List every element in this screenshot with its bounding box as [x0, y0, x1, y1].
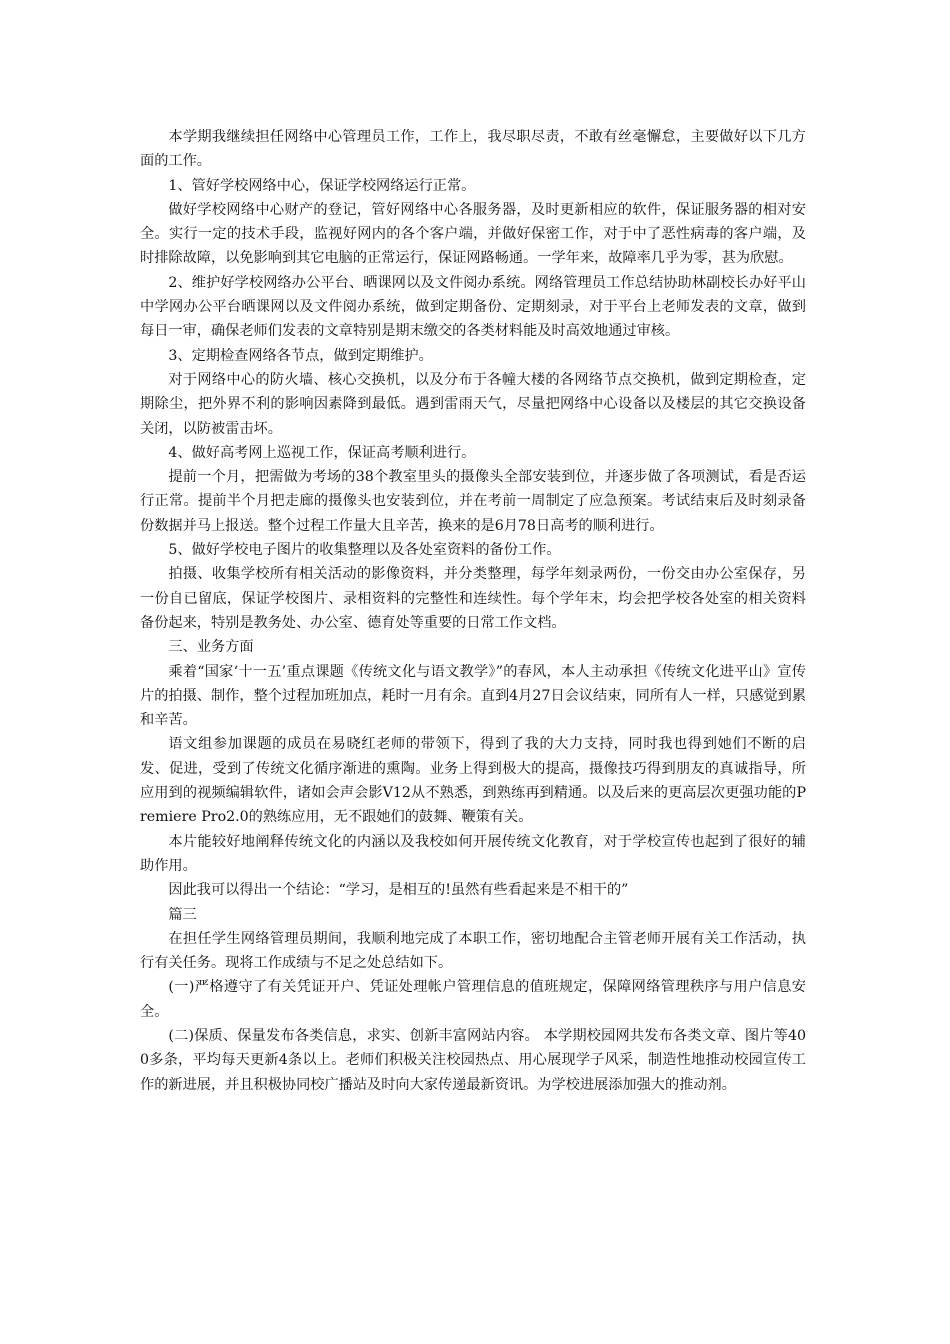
item-body-3: 对于网络中心的防火墙、核心交换机，以及分布于各幢大楼的各网络节点交换机，做到定期检查，定期除尘，把外界不利的影响因素降到最低。遇到雷雨天气，尽量把网络中心设备以及楼层的其它交换设备关闭，以防被雷击坏。 — [140, 371, 806, 437]
item-heading-3: 3、定期检查网络各节点，做到定期维护。 — [168, 347, 433, 364]
section-heading-business: 三、业务方面 — [168, 639, 254, 656]
item-2-paragraph: 2、维护好学校网络办公平台、晒课网以及文件阅办系统。网络管理员工作总结协助林副校长办好平山中学网办公平台晒课网以及文件阅办系统，做到定期备份、定期刻录，对于平台上老师发表的文章，做到每日一审，确保老师们发表的文章特别是期末缴交的各类材料能及时高效地通过审核。 — [140, 274, 806, 340]
item-body-5: 拍摄、收集学校所有相关活动的影像资料，并分类整理，每学年刻录两份，一份交由办公室保存，另一份自已留底，保证学校图片、录相资料的完整性和连续性。每个学年末，均会把学校各处室的相关资料备份起来，特别是教务处、办公室、德育处等重要的日常工作文档。 — [140, 566, 806, 631]
item-body-1: 做好学校网络中心财产的登记，管好网络中心各服务器，及时更新相应的软件，保证服务器的相对安全。实行一定的技术手段，监视好网内的各个客户端，并做好保密工作，对于中了恶性病毒的客户端，及时排除故障，以免影响到其它电脑的正常运行，保证网路畅通。一学年来，故障率几乎为零，甚为欣慰。 — [140, 201, 806, 267]
item-heading-1: 1、管好学校网络中心，保证学校网络运行正常。 — [168, 177, 476, 194]
intro-paragraph: 本学期我继续担任网络中心管理员工作，工作上，我尽职尽责，不敢有丝毫懈怠，主要做好以下几方面的工作。 — [140, 129, 806, 170]
chapter-3-point-2: (二)保质、保量发布各类信息，求实、创新丰富网站内容。 本学期校园网共发布各类文章、图片等400多条，平均每天更新4条以上。老师们积极关注校园热点、用心展现学子风采，制造性地推动校园宣传工作的新进展，并且积极协同校广播站及时向大家传递最新资讯。为学校进展添加强大的推动剂。 — [140, 1027, 806, 1093]
item-heading-4: 4、做好高考网上巡视工作，保证高考顺利进行。 — [168, 444, 476, 461]
business-paragraph-2: 语文组参加课题的成员在易晓红老师的带领下，得到了我的大力支持，同时我也得到她们不断的启发、促进，受到了传统文化循序渐进的熏陶。业务上得到极大的提高，摄像技巧得到朋友的真诚指导，所应用到的视频编辑软件，诸如会声会影V12从不熟悉，到熟练再到精通。以及后来的更高层次更强功能的Premiere Pro2.0的熟练应用，无不跟她们的鼓舞、鞭策有关。 — [140, 736, 806, 826]
document-body — [140, 125, 806, 1097]
chapter-heading-3: 篇三 — [168, 906, 197, 923]
business-paragraph-3: 本片能较好地阐释传统文化的内涵以及我校如何开展传统文化教育，对于学校宣传也起到了很好的辅助作用。 — [140, 833, 806, 874]
item-heading-5: 5、做好学校电子图片的收集整理以及各处室资料的备份工作。 — [168, 542, 561, 559]
chapter-3-intro: 在担任学生网络管理员期间，我顺利地完成了本职工作，密切地配合主管老师开展有关工作活动，执行有关任务。现将工作成绩与不足之处总结如下。 — [140, 930, 806, 972]
item-body-4: 提前一个月，把需做为考场的38个教室里头的摄像头全部安装到位，并逐步做了各项测试，看是否运行正常。提前半个月把走廊的摄像头也安装到位，并在考前一周制定了应急预案。考试结束后及时刻录备份数据并马上报送。整个过程工作量大且辛苦，换来的是6月78日高考的顺利进行。 — [140, 469, 806, 534]
chapter-3-point-1: (一)严格遵守了有关凭证开户、凭证处理帐户管理信息的值班规定，保障网络管理秩序与用户信息安全。 — [140, 979, 806, 1020]
conclusion-paragraph: 因此我可以得出一个结论：“学习，是相互的!虽然有些看起来是不相干的” — [168, 882, 629, 899]
business-paragraph-1: 乘着“国家‘十一五’重点课题《传统文化与语文教学》”的春风，本人主动承担《传统文化进平山》宣传片的拍摄、制作，整个过程加班加点，耗时一月有余。直到4月27日会议结束，同所有人一样，只感觉到累和辛苦。 — [140, 663, 806, 729]
